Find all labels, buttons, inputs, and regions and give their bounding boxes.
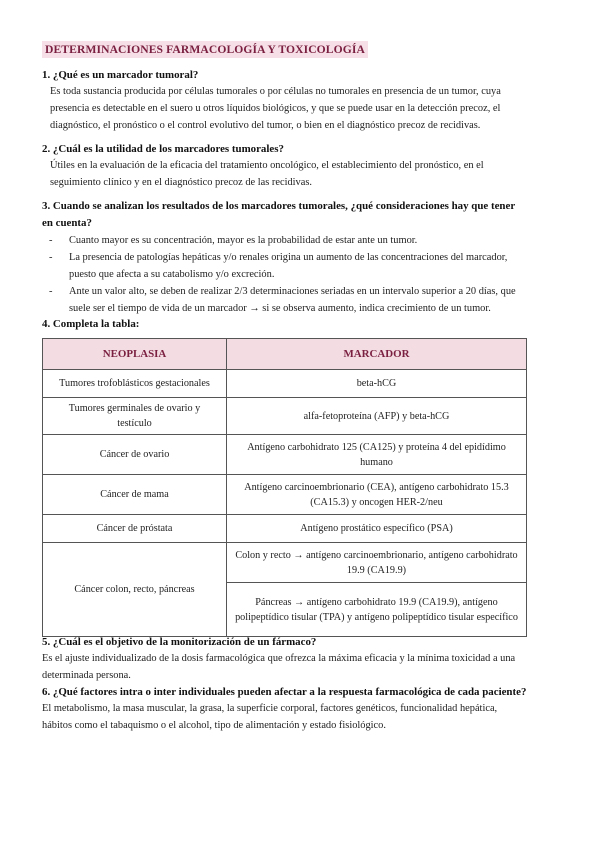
table-row <box>43 543 527 583</box>
marcador-cell: alfa-fetoproteína (AFP) y beta-hCG <box>227 398 527 435</box>
answer-5-line: Es el ajuste individualizado de la dosis farmacológica que ofrezca la máxima eficacia y la mínima toxicidad a una <box>42 653 516 664</box>
question-3: 3. Cuando se analizan los resultados de los marcadores tumorales, ¿qué consideraciones hay que tener en cuenta? <box>42 200 515 229</box>
question-5: 5. ¿Cuál es el objetivo de la monitorización de un fármaco? <box>42 636 317 648</box>
answer-6 <box>42 700 497 734</box>
table-row <box>43 370 527 398</box>
answer-2-line: Útiles en la evaluación de la eficacia del tratamiento oncológico, el establecimiento del pronóstico, en el <box>50 160 484 171</box>
answer-6-line: El metabolismo, la masa muscular, la grasa, la superficie corporal, factores genéticos, funcionalidad hepática, <box>42 703 498 714</box>
list-item: - Cuanto mayor es su concentración, mayor es la probabilidad de estar ante un tumor. <box>45 232 525 249</box>
list-item: - Ante un valor alto, se deben de realizar 2/3 determinaciones seriadas en un intervalo superior a 20 días, que suele ser el tiempo de vida de un marcador → si se observa aumento, indica crecimiento de un tumor. <box>45 283 525 317</box>
considerations-list <box>45 232 525 317</box>
answer-5-line: determinada persona. <box>42 670 131 681</box>
table-row <box>43 435 527 475</box>
table-row <box>43 398 527 435</box>
question-1: 1. ¿Qué es un marcador tumoral? <box>42 69 199 81</box>
neoplasia-cell: Cáncer de mama <box>43 475 227 515</box>
answer-1-line: presencia es detectable en el suero u otros líquidos biológicos, y que se puede usar en la detección precoz, el <box>50 103 501 114</box>
neoplasia-cell: Cáncer colon, recto, páncreas <box>43 543 227 637</box>
question-2: 2. ¿Cuál es la utilidad de los marcadores tumorales? <box>42 143 284 155</box>
answer-2 <box>50 157 484 191</box>
marcador-cell: Páncreas → antígeno carbohidrato 19.9 (CA19.9), antígeno polipeptídico tisular (TPA) y antígeno polipeptídico tisular específico <box>227 583 527 637</box>
document-title: DETERMINACIONES FARMACOLOGÍA Y TOXICOLOGÍA <box>42 41 368 58</box>
neoplasia-cell: Tumores germinales de ovario y testículo <box>43 398 227 435</box>
neoplasia-cell: Cáncer de próstata <box>43 515 227 543</box>
neoplasia-marker-table <box>42 338 527 637</box>
neoplasia-cell: Cáncer de ovario <box>43 435 227 475</box>
neoplasia-cell: Tumores trofoblásticos gestacionales <box>43 370 227 398</box>
marcador-cell: beta-hCG <box>227 370 527 398</box>
marcador-cell: Antígeno carbohidrato 125 (CA125) y proteína 4 del epidídimo humano <box>227 435 527 475</box>
marcador-cell: Antígeno prostático específico (PSA) <box>227 515 527 543</box>
list-item: - La presencia de patologías hepáticas y/o renales origina un aumento de las concentraciones del marcador, puesto que afecta a su catabolismo y/o excreción. <box>45 249 525 283</box>
marcador-cell: Antígeno carcinoembrionario (CEA), antígeno carbohidrato 15.3 (CA15.3) y oncogen HER-2/neu <box>227 475 527 515</box>
answer-1-line: diagnóstico, el pronóstico o el control evolutivo del tumor, o bien en el diagnóstico precoz de recidivas. <box>50 120 481 131</box>
answer-5 <box>42 650 515 684</box>
table-row <box>43 475 527 515</box>
column-header-neoplasia: NEOPLASIA <box>43 339 227 370</box>
answer-6-line: hábitos como el tabaquismo o el alcohol, tipo de alimentación y estado fisiológico. <box>42 720 386 731</box>
answer-1-line: Es toda sustancia producida por células tumorales o por células no tumorales en presencia de un tumor, cuya <box>50 86 501 97</box>
answer-1 <box>50 83 501 134</box>
answer-2-line: seguimiento clínico y en el diagnóstico precoz de las recidivas. <box>50 177 312 188</box>
question-6: 6. ¿Qué factores intra o inter individuales pueden afectar a la respuesta farmacológica de cada paciente? <box>42 686 527 698</box>
table-header-row <box>43 339 527 370</box>
question-4: 4. Completa la tabla: <box>42 318 140 330</box>
column-header-marcador: MARCADOR <box>227 339 527 370</box>
table-row <box>43 515 527 543</box>
marcador-cell: Colon y recto → antígeno carcinoembrionario, antígeno carbohidrato 19.9 (CA19.9) <box>227 543 527 583</box>
